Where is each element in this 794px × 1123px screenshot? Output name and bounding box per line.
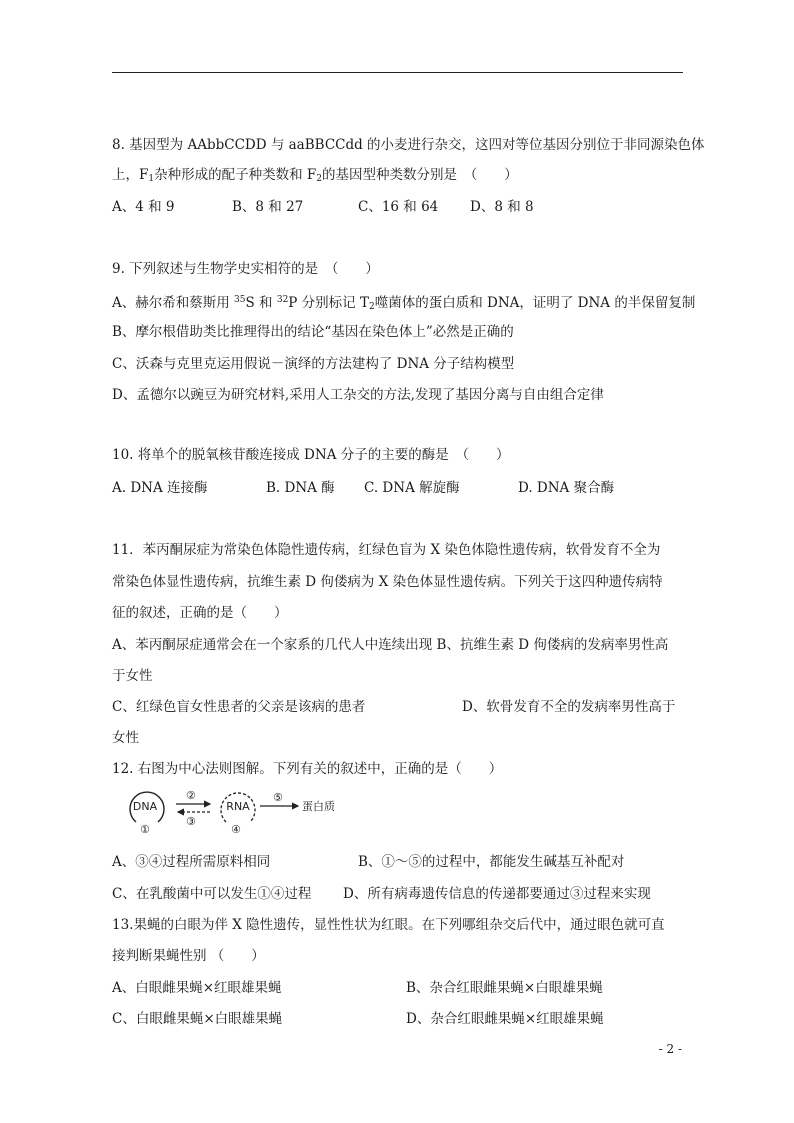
central-dogma-diagram xyxy=(118,784,348,836)
diagram-num-3: ③ xyxy=(186,815,196,828)
q9-option-b: B、摩尔根借助类比推理得出的结论“基因在染色体上”必然是正确的 xyxy=(112,324,514,340)
q11-stem-line2: 常染色体显性遗传病，抗维生素 D 佝偻病为 X 染色体显性遗传病。下列关于这四种遗传病特 xyxy=(112,574,663,590)
q13-stem-line2: 接判断果蝇性别 （ ） xyxy=(112,948,265,964)
diagram-num-2: ② xyxy=(186,789,196,802)
q8-option-b: B、8 和 27 xyxy=(232,199,304,215)
q9-stem: 9. 下列叙述与生物学史实相符的是 （ ） xyxy=(112,261,379,277)
diagram-num-4: ④ xyxy=(231,823,241,836)
q12-stem: 12. 右图为中心法则图解。下列有关的叙述中，正确的是（ ） xyxy=(112,761,503,777)
q11-stem-line3: 征的叙述，正确的是（ ） xyxy=(112,605,288,621)
page-number: - 2 - xyxy=(658,1042,682,1056)
diagram-rna-label: RNA xyxy=(226,800,250,813)
q12-option-a: A、③④过程所需原料相同 xyxy=(112,854,271,870)
q10-stem: 10. 将单个的脱氧核苷酸连接成 DNA 分子的主要的酶是 （ ） xyxy=(112,447,510,463)
q13-option-b: B、杂合红眼雌果蝇×白眼雄果蝇 xyxy=(406,980,603,996)
q12-option-b: B、①～⑤的过程中，都能发生碱基互补配对 xyxy=(358,854,625,870)
q13-stem-line1: 13.果蝇的白眼为伴 X 隐性遗传，显性性状为红眼。在下列哪组杂交后代中，通过眼色就可直 xyxy=(112,917,665,933)
q11-stem-line1: 11．苯丙酮尿症为常染色体隐性遗传病，红绿色盲为 X 染色体隐性遗传病，软骨发育不全为 xyxy=(112,542,661,558)
q11-option-b-cont: 于女性 xyxy=(112,668,153,684)
q9-option-d: D、孟德尔以豌豆为研究材料,采用人工杂交的方法,发现了基因分离与自由组合定律 xyxy=(112,387,604,403)
q10-option-b: B. DNA 酶 xyxy=(266,480,335,496)
q9-option-c: C、沃森与克里克运用假说－演绎的方法建构了 DNA 分子结构模型 xyxy=(112,356,515,372)
q12-option-c: C、在乳酸菌中可以发生①④过程 xyxy=(112,886,312,902)
q10-option-c: C. DNA 解旋酶 xyxy=(364,480,460,496)
q11-option-d-cont: 女性 xyxy=(112,730,139,746)
diagram-num-1: ① xyxy=(140,823,150,836)
header-rule xyxy=(112,72,683,73)
q8-option-c: C、16 和 64 xyxy=(358,199,439,215)
q8-option-d: D、8 和 8 xyxy=(470,199,534,215)
diagram-dna-label: DNA xyxy=(132,800,158,813)
q13-option-c: C、白眼雌果蝇×白眼雄果蝇 xyxy=(112,1011,283,1027)
q11-option-d: D、软骨发育不全的发病率男性高于 xyxy=(462,699,676,715)
q8-stem-line1: 8. 基因型为 AAbbCCDD 与 aaBBCCdd 的小麦进行杂交，这四对等位基因分别位于非同源染色体 xyxy=(112,137,705,153)
q10-option-a: A. DNA 连接酶 xyxy=(112,480,208,496)
q8-stem-line2: 上，$F_1$杂种形成的配子种类数和 $F_2$的基因型种类数分别是 （ ） xyxy=(112,167,518,184)
q11-option-c: C、红绿色盲女性患者的父亲是该病的患者 xyxy=(112,699,366,715)
diagram-protein-label: 蛋白质 xyxy=(302,800,335,813)
q8-option-a: A、4 和 9 xyxy=(112,199,175,215)
q13-option-d: D、杂合红眼雌果蝇×红眼雄果蝇 xyxy=(406,1011,604,1027)
q9-option-a: A、赫尔希和蔡斯用 $^{35}$S 和 $^{32}$P 分别标记 $T_2$噬菌体的蛋白质和 DNA，证明了 DNA 的半保留复制 xyxy=(112,295,696,312)
q10-option-d: D. DNA 聚合酶 xyxy=(518,480,615,496)
q13-option-a: A、白眼雌果蝇×红眼雄果蝇 xyxy=(112,980,282,996)
q11-option-ab: A、苯丙酮尿症通常会在一个家系的几代人中连续出现 B、抗维生素 D 佝偻病的发病率男性高 xyxy=(112,637,669,653)
q12-option-d: D、所有病毒遗传信息的传递都要通过③过程来实现 xyxy=(343,886,651,902)
diagram-num-5: ⑤ xyxy=(273,791,283,804)
